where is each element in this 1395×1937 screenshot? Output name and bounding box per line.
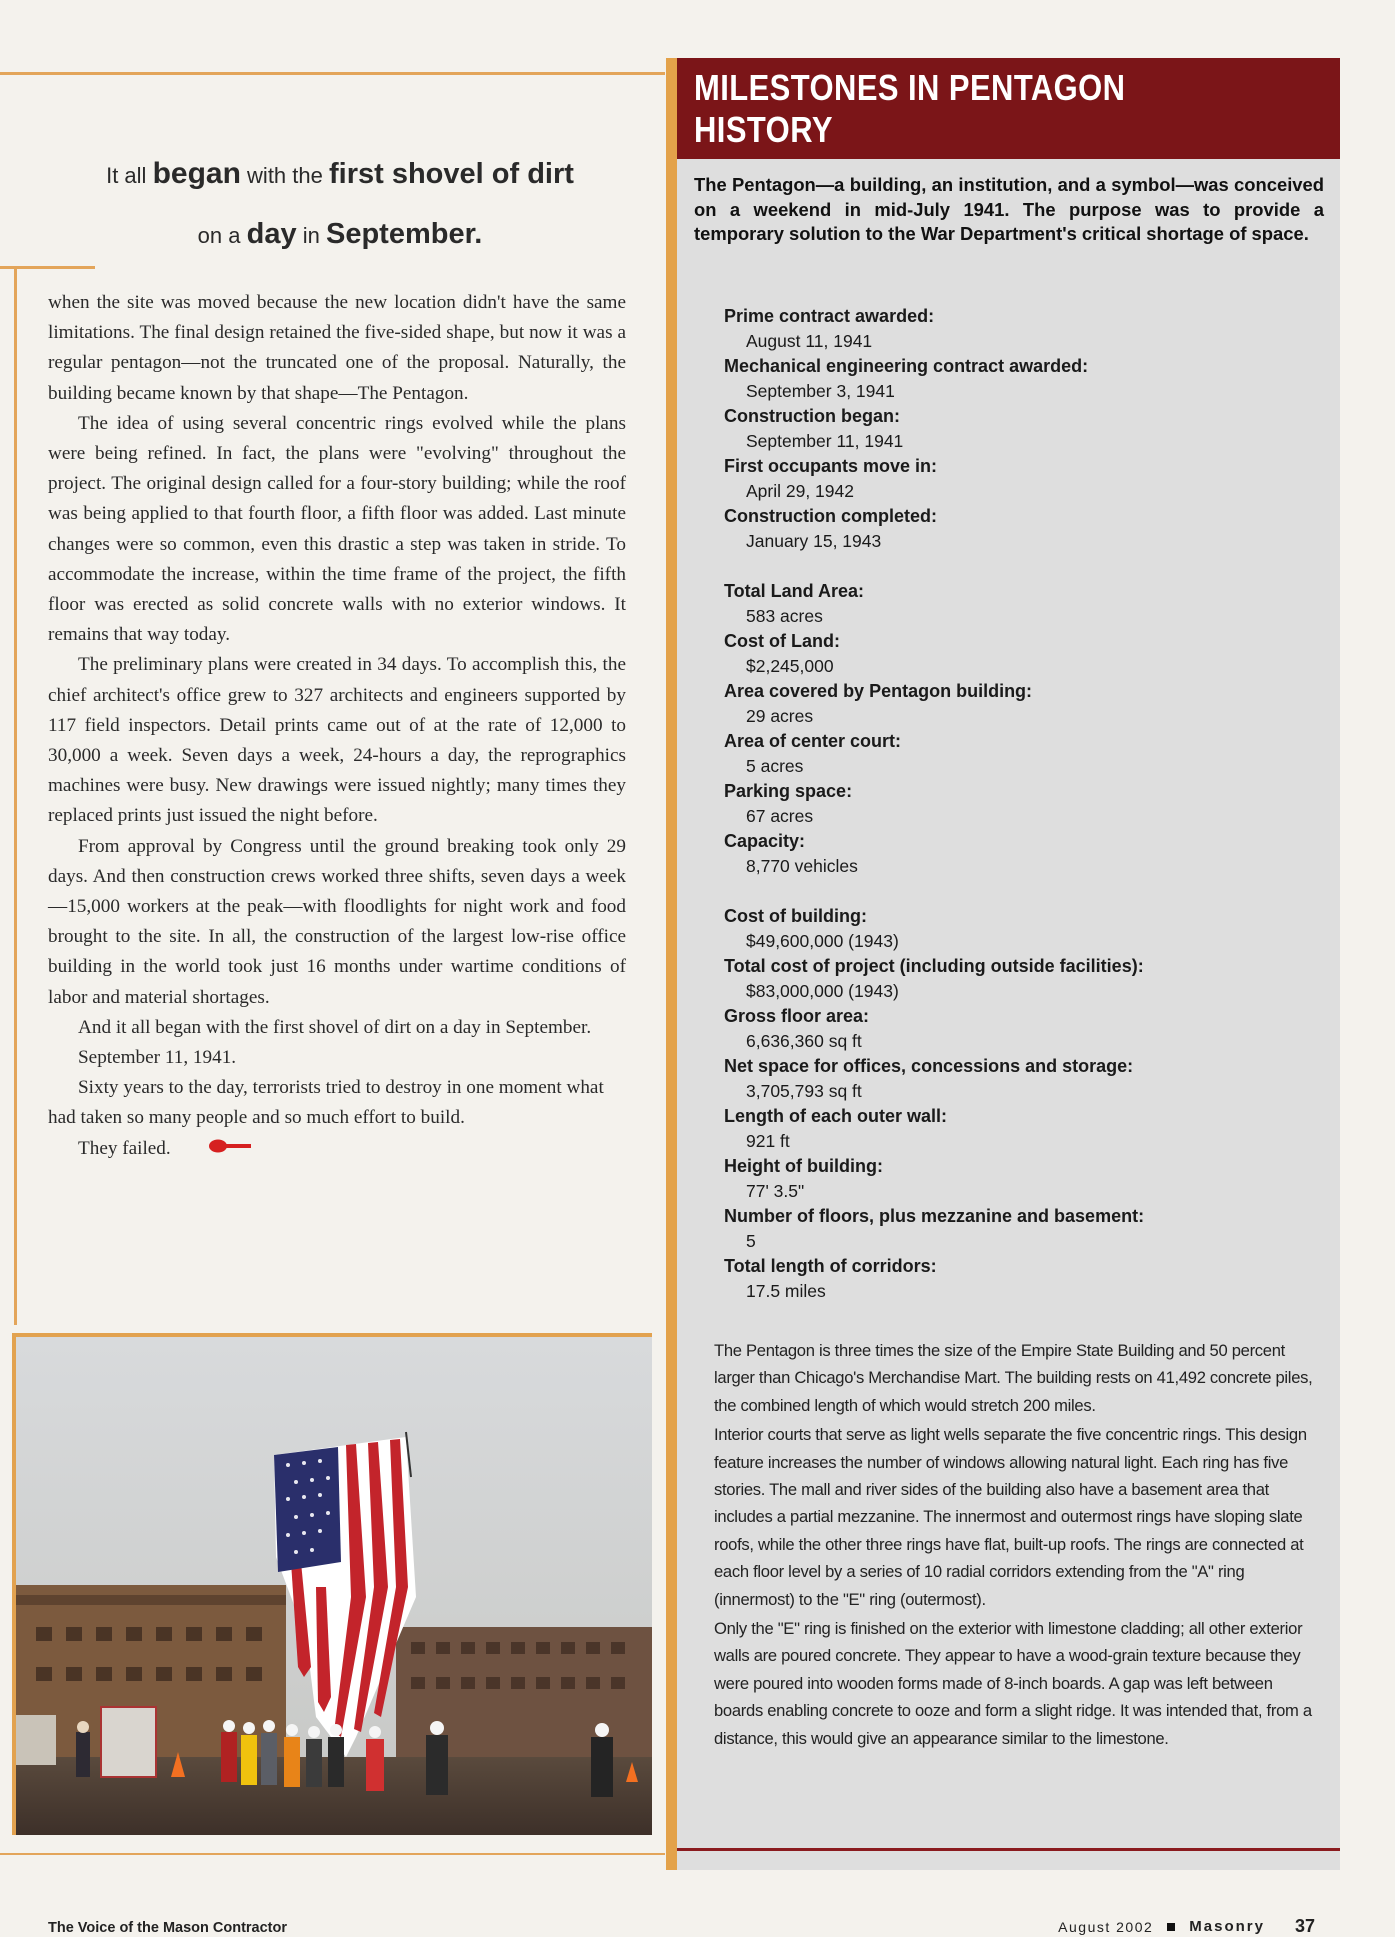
- fact-label: Net space for offices, concessions and storage:: [724, 1056, 1134, 1076]
- fact-value: September 3, 1941: [746, 381, 895, 401]
- sidebar-body: [714, 1337, 1314, 1754]
- fact-item: [724, 579, 1324, 629]
- fact-item: [724, 954, 1324, 1004]
- article-paragraph: From approval by Congress until the ground breaking took only 29 days. And then construction crews worked three shifts, seven days a week—15,000 workers at the peak—with floodlights for night work and food brought to the site. In all, the construction of the largest low-rise office building in the world took just 16 months under wartime conditions of labor and material shortages.: [48, 835, 626, 1008]
- fact-label: Parking space:: [724, 781, 853, 801]
- pull-quote-word: It all: [106, 163, 147, 188]
- fact-item: [724, 729, 1324, 779]
- fact-label: Number of floors, plus mezzanine and basement:: [724, 1206, 1145, 1226]
- article-closing: [48, 1134, 626, 1165]
- land-facts: [724, 579, 1324, 879]
- top-rule: [0, 72, 665, 75]
- sidebar-title: MILESTONES IN PENTAGON HISTORY: [694, 66, 1126, 150]
- pull-quote-emphasis: September.: [325, 218, 483, 250]
- pentagon-flag-photo: [16, 1337, 652, 1835]
- fact-item: [724, 1104, 1324, 1154]
- pull-quote-word: with the: [247, 163, 323, 188]
- fact-item: [724, 454, 1324, 504]
- fact-value: 17.5 miles: [746, 1281, 826, 1301]
- fact-item: [724, 1254, 1324, 1304]
- fact-label: Total Land Area:: [724, 581, 865, 601]
- fact-label: First occupants move in:: [724, 456, 938, 476]
- fact-value: 5 acres: [746, 756, 804, 776]
- fact-value: September 11, 1941: [746, 431, 904, 451]
- fact-value: January 15, 1943: [746, 531, 882, 551]
- fact-value: 29 acres: [746, 706, 814, 726]
- article-paragraph: And it all began with the first shovel of dirt on a day in September.: [78, 1016, 592, 1038]
- publication-name: Masonry: [1189, 1918, 1265, 1935]
- fact-item: [724, 904, 1324, 954]
- bottom-rule: [0, 1853, 665, 1855]
- article-paragraph: The preliminary plans were created in 34 days. To accomplish this, the chief architect's office grew to 327 architects and engineers supported by 117 field inspectors. Detail prints came out of at the rate of 12,000 to 30,000 a week. Seven days a week, 24-hours a day, the reprographics machines were busy. New drawings were issued nightly; many times they replaced prints just issued the night before.: [48, 654, 626, 827]
- fact-item: [724, 304, 1324, 354]
- fact-value: $83,000,000 (1943): [746, 981, 899, 1001]
- fact-label: Area of center court:: [724, 731, 902, 751]
- fact-value: $49,600,000 (1943): [746, 931, 899, 951]
- fact-value: April 29, 1942: [746, 481, 854, 501]
- fact-label: Area covered by Pentagon building:: [724, 681, 1033, 701]
- fact-label: Length of each outer wall:: [724, 1106, 948, 1126]
- page-number: 37: [1294, 1916, 1315, 1936]
- issue-date: August 2002: [1058, 1918, 1154, 1935]
- fact-value: 583 acres: [746, 606, 823, 626]
- fact-label: Cost of Land:: [724, 631, 840, 651]
- fact-label: Capacity:: [724, 831, 806, 851]
- fact-label: Construction began:: [724, 406, 900, 426]
- fact-value: 3,705,793 sq ft: [746, 1081, 862, 1101]
- fact-label: Total cost of project (including outside facilities):: [724, 956, 1144, 976]
- fact-label: Construction completed:: [724, 506, 938, 526]
- milestones-sidebar: [677, 58, 1340, 1870]
- sidebar-intro: The Pentagon—a building, an institution, and a symbol—was conceived on a weekend in mid-July 1941. The purpose was to provide a temporary solution to the War Department's critical shortage of space.: [694, 174, 1324, 244]
- fact-item: [724, 679, 1324, 729]
- article-paragraph: Sixty years to the day, terrorists tried to destroy in one moment what had taken so many people and so much effort to build.: [48, 1077, 604, 1129]
- fact-value: 921 ft: [746, 1131, 790, 1151]
- fact-value: 77' 3.5": [746, 1181, 805, 1201]
- column-side-rule: [14, 268, 17, 1325]
- pull-quote-word: in: [302, 223, 320, 248]
- fact-label: Gross floor area:: [724, 1006, 870, 1026]
- article-paragraph: The idea of using several concentric rings evolved while the plans were being refined. In fact, the plans were "evolving" throughout the project. The original design called for a four-story building; while the roof was being applied to that fourth floor, a fifth floor was added. Last minute changes were so common, even this drastic a step was taken in stride. To accommodate the increase, within the time frame of the project, the fifth floor was erected as solid concrete walls with no exterior windows. It remains that way today.: [48, 412, 626, 646]
- fact-label: Height of building:: [724, 1156, 883, 1176]
- fact-item: [724, 354, 1324, 404]
- fact-item: [724, 1204, 1324, 1254]
- fact-value: 8,770 vehicles: [746, 856, 858, 876]
- sidebar-accent-bar: [666, 58, 677, 1870]
- fact-item: [724, 629, 1324, 679]
- sidebar-header: [677, 58, 1340, 159]
- footer-folio: [1058, 1916, 1315, 1937]
- pull-quote-word: on a: [197, 223, 241, 248]
- article-paragraph: September 11, 1941.: [78, 1047, 237, 1069]
- fact-list: [724, 304, 1324, 1329]
- fact-value: 5: [746, 1231, 756, 1251]
- footer-tagline: The Voice of the Mason Contractor: [48, 1920, 288, 1936]
- fact-label: Cost of building:: [724, 906, 867, 926]
- building-facts: [724, 904, 1324, 1304]
- fact-item: [724, 1054, 1324, 1104]
- pull-quote-emphasis: first shovel of dirt: [329, 158, 574, 190]
- fact-value: $2,245,000: [746, 656, 834, 676]
- sidebar-paragraph: Interior courts that serve as light wells separate the five concentric rings. This design feature increases the number of windows allowing natural light. Each ring has five stories. The mall and river sides of the building also have a basement area that includes a partial mezzanine. The innermost and outermost rings have sloping slate roofs, while the other three rings have flat, built-up roofs. The rings are connected at each floor level by a series of 10 radial corridors extending from the "A" ring (innermost) to the "E" ring (outermost).: [714, 1425, 1307, 1609]
- fact-label: Total length of corridors:: [724, 1256, 937, 1276]
- fact-item: [724, 829, 1324, 879]
- pull-quote-emphasis: day: [246, 218, 297, 250]
- photo-illustration: [16, 1337, 652, 1835]
- fact-item: [724, 504, 1324, 554]
- fact-value: 67 acres: [746, 806, 814, 826]
- article-body: [48, 288, 626, 1164]
- fact-item: [724, 779, 1324, 829]
- milestone-dates: [724, 304, 1324, 554]
- separator-square-icon: [1167, 1923, 1175, 1931]
- sidebar-paragraph: The Pentagon is three times the size of the Empire State Building and 50 percent larger than Chicago's Merchandise Mart. The building rests on 41,492 concrete piles, the combined length of which would stretch 200 miles.: [714, 1341, 1313, 1415]
- fact-item: [724, 1004, 1324, 1054]
- end-of-article-icon: [179, 1134, 253, 1164]
- pull-quote: [40, 145, 640, 265]
- closing-text: They failed.: [78, 1137, 171, 1159]
- photo-frame: [12, 1333, 652, 1835]
- pull-quote-emphasis: began: [152, 157, 241, 190]
- fact-value: 6,636,360 sq ft: [746, 1031, 862, 1051]
- sidebar-bottom-rule: [677, 1848, 1340, 1851]
- fact-label: Prime contract awarded:: [724, 306, 935, 326]
- sidebar-paragraph: Only the "E" ring is finished on the exterior with limestone cladding; all other exterior walls are poured concrete. They appear to have a wood-grain texture because they were poured into wooden forms made of 8-inch boards. A gap was left between boards enabling concrete to ooze and form a slight ridge. It was intended that, from a distance, this would give an appearance similar to the limestone.: [714, 1619, 1312, 1748]
- fact-item: [724, 404, 1324, 454]
- fact-value: August 11, 1941: [746, 331, 873, 351]
- fact-label: Mechanical engineering contract awarded:: [724, 356, 1089, 376]
- article-paragraph: when the site was moved because the new location didn't have the same limitations. The final design retained the five-sided shape, but now it was a regular pentagon—not the truncated one of the proposal. Naturally, the building became known by that shape—The Pentagon.: [48, 292, 626, 404]
- fact-item: [724, 1154, 1324, 1204]
